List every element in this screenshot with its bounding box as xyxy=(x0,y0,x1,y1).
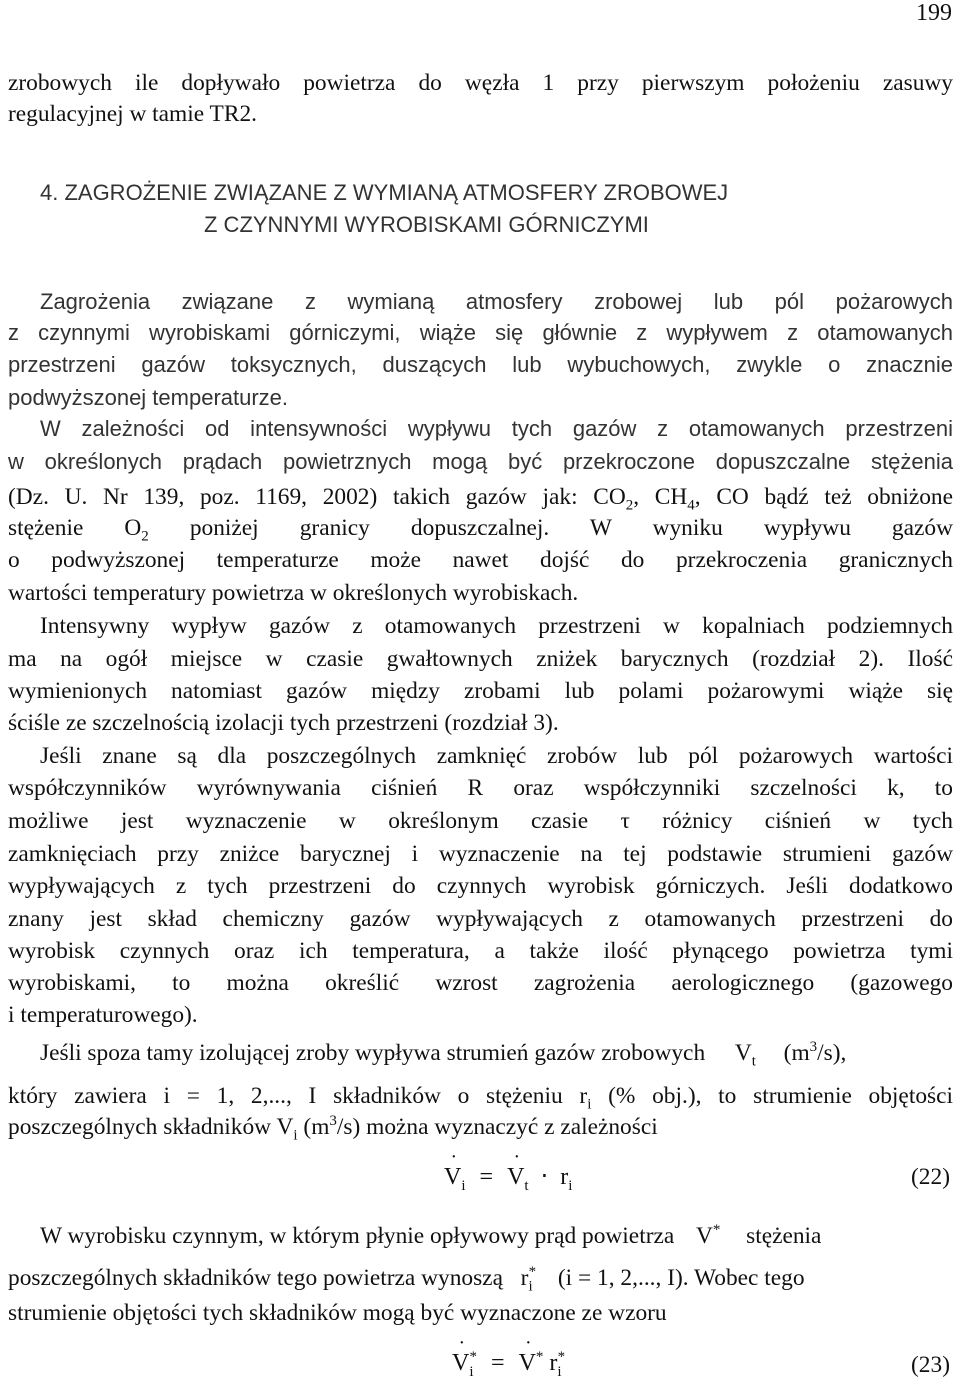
text-line: możliwe jest wyznaczenie w określonym czasie τ różnicy ciśnień w tych xyxy=(8,808,953,834)
text-line: ma na ogół miejsce w czasie gwałtownych zniżek barycznych (rozdział 2). Ilość xyxy=(8,646,953,672)
equation-number: (22) xyxy=(911,1164,950,1190)
text-line: Zagrożenia związane z wymianą atmosfery zrobowej lub pól pożarowych xyxy=(40,289,953,314)
section-heading: 4. ZAGROŻENIE ZWIĄZANE Z WYMIANĄ ATMOSFERY ZROBOWEJ xyxy=(40,180,729,205)
equation-22: ˙ $V_i$ = ˙ $V_t \cdot r_i$ xyxy=(444,1162,572,1191)
text-line: współczynników wyrównywania ciśnień R oraz współczynniki szczelności k, to xyxy=(8,775,953,801)
text-line: poszczególnych składników tego powietrza wynoszą $r_i^*$ (i = 1, 2,..., I). Wobec tego xyxy=(8,1264,805,1293)
page-number: 199 xyxy=(916,0,952,26)
text-line: wyrobisk czynnych oraz ich temperatura, a także ilość płynącego powietrza tymi xyxy=(8,938,953,964)
text-line: podwyższonej temperaturze. xyxy=(8,385,289,410)
text-line: zamknięciach przy zniżce barycznej i wyznaczenie na tej podstawie strumieni gazów xyxy=(8,841,953,867)
text-line: W wyrobisku czynnym, w którym płynie opływowy prąd powietrza ˙ V* stężenia xyxy=(40,1221,953,1251)
text-line: zrobowych ile dopływało powietrza do węzła 1 przy pierwszym położeniu zasuwy xyxy=(8,70,953,96)
text-line: strumienie objętości tych składników mogą być wyznaczone ze wzoru xyxy=(8,1300,667,1326)
text-line: W zależności od intensywności wypływu tych gazów z otamowanych przestrzeni xyxy=(40,416,953,441)
text-line: i temperaturowego). xyxy=(8,1002,198,1028)
text-line: który zawiera i = 1, 2,..., I składników o stężeniu $r_i$ (% obj.), to strumienie objętości xyxy=(8,1083,953,1111)
equation-number: (23) xyxy=(911,1352,950,1378)
text-line: z czynnymi wyrobiskami górniczymi, wiąże się głównie z wypływem z otamowanych xyxy=(8,320,953,345)
text-line: wartości temperatury powietrza w określonych wyrobiskach. xyxy=(8,580,579,606)
equation-23: ˙ $V_i^*$ = ˙ V* $r_i^*$ xyxy=(452,1350,565,1377)
text-line: znany jest skład chemiczny gazów wypływających z otamowanych przestrzeni do xyxy=(8,906,953,932)
text-line: Jeśli spoza tamy izolującej zroby wypływa strumień gazów zrobowych ˙ $V_t$ $(m^3/s)$, xyxy=(40,1038,953,1068)
text-line: Jeśli znane są dla poszczególnych zamknięć zrobów lub pól pożarowych wartości xyxy=(40,743,953,769)
text-line: regulacyjnej w tamie TR2. xyxy=(8,101,257,127)
section-heading: Z CZYNNYMI WYROBISKAMI GÓRNICZYMI xyxy=(204,212,649,237)
text-line: stężenie $O_2$ poniżej granicy dopuszczalnej. W wyniku wypływu gazów xyxy=(8,515,953,543)
text-line: przestrzeni gazów toksycznych, duszących lub wybuchowych, zwykle o znacznie xyxy=(8,352,953,377)
text-line: ściśle ze szczelnością izolacji tych przestrzeni (rozdział 3). xyxy=(8,710,559,736)
text-line: wypływających z tych przestrzeni do czynnych wyrobisk górniczych. Jeśli dodatkowo xyxy=(8,873,953,899)
text-line: o podwyższonej temperaturze może nawet dojść do przekroczenia granicznych xyxy=(8,547,953,573)
flow-symbol: ˙ V xyxy=(735,1038,752,1068)
text-line: poszczególnych składników $V_i$ $(m^3/s)$ można wyznaczyć z zależności xyxy=(8,1113,658,1142)
text-line: wyrobiskami, to można określić wzrost zagrożenia aerologicznego (gazowego xyxy=(8,970,953,996)
text-line: Intensywny wypływ gazów z otamowanych przestrzeni w kopalniach podziemnych xyxy=(40,613,953,639)
text-line: wymienionych natomiast gazów między zrobami lub polami pożarowymi wiąże się xyxy=(8,678,953,704)
text-line: (Dz. U. Nr 139, poz. 1169, 2002) takich gazów jak: $CO_2$, $CH_4$, CO bądź też obniżone xyxy=(8,484,953,512)
text-line: w określonych prądach powietrznych mogą być przekroczone dopuszczalne stężenia xyxy=(8,449,953,474)
